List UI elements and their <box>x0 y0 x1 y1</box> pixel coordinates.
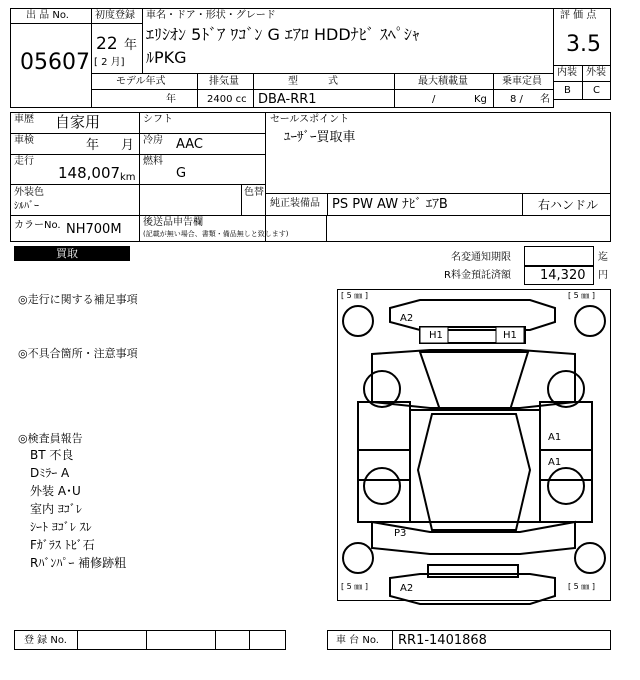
tire-fr-depth: [ 5 ㎜ ] <box>568 291 595 300</box>
model-label: 車名・ドア・形状・グレード <box>146 10 276 21</box>
tire-rl-icon <box>343 543 373 573</box>
type-label: 型 式 <box>288 76 338 87</box>
color-label: 外装色 <box>14 187 44 198</box>
max-load: / <box>432 94 436 105</box>
inspector-line: Rﾊﾞﾝﾊﾟｰ 補修跡粗 <box>30 556 127 570</box>
mileage-unit: km <box>120 172 136 183</box>
mileage-value: 148,007 <box>58 164 121 182</box>
inspector-line: BT 不良 <box>30 448 74 462</box>
tire-fl-icon <box>343 306 373 336</box>
inspector-line: 室内 ﾖｺﾞﾚ <box>30 502 82 516</box>
interior-label: 内装 <box>557 67 577 78</box>
displacement: 2400 cc <box>207 94 247 105</box>
max-load-label: 最大積載量 <box>418 76 468 87</box>
rear-bumper-shape <box>390 574 555 604</box>
roof <box>418 414 530 530</box>
aftermarket-note: (記載が無い場合、書類・備品無しと致します) <box>143 230 289 238</box>
front-bumper-shape <box>390 300 555 330</box>
reg-month: [ 2 月] <box>94 57 125 68</box>
max-load-unit: Kg <box>474 94 487 105</box>
fuel-label: 燃料 <box>143 156 163 167</box>
rear-wheel-arch-r-icon <box>548 468 584 504</box>
lot-label: 出 品 No. <box>26 10 69 21</box>
mark-rear-bumper: A2 <box>400 583 414 594</box>
inspector-line: Dﾐﾗｰ A <box>30 466 70 480</box>
mileage-label: 走行 <box>14 156 34 167</box>
tire-fl-depth: [ 5 ㎜ ] <box>341 291 368 300</box>
history-label: 車歴 <box>14 114 34 125</box>
handle-value: 右ハンドル <box>538 198 599 212</box>
displacement-label: 排気量 <box>209 76 239 87</box>
ac-value: AAC <box>176 137 203 152</box>
buy-status-label: 買取 <box>56 247 78 260</box>
inspection-month: 月 <box>121 138 135 153</box>
color-no-value: NH700M <box>66 222 122 237</box>
inspector-line: 外装 A･U <box>30 484 81 498</box>
chassis-label: 車 台 No. <box>336 635 379 646</box>
reg-no-label: 登 録 No. <box>24 635 67 646</box>
color-value: ｼﾙﾊﾞｰ <box>14 201 39 212</box>
lot-number: 05607 <box>20 50 90 75</box>
tire-rr-depth: [ 5 ㎜ ] <box>568 582 595 591</box>
aftermarket-label: 後送品申告欄 <box>143 217 203 228</box>
car-name-line2: ﾙPKG <box>146 48 187 67</box>
inspection-year: 年 <box>86 138 100 153</box>
tire-rr-icon <box>575 543 605 573</box>
driving-notes-label: ◎走行に関する補足事項 <box>18 293 138 306</box>
history-value: 自家用 <box>55 113 101 131</box>
windshield <box>420 352 528 410</box>
mark-headlight-l: H1 <box>429 330 443 341</box>
reg-year-unit: 年 <box>124 38 138 53</box>
score-value: 3.5 <box>566 32 601 57</box>
rear-wheel-arch-l-icon <box>364 468 400 504</box>
capacity: 8 / <box>510 94 523 105</box>
capacity-unit: 名 <box>540 94 550 105</box>
shift-label: シフト <box>143 114 173 125</box>
model-year-label: モデル年式 <box>116 76 166 87</box>
recycle-label: R料金預託済額 <box>444 270 511 281</box>
meter-change-label: 名変通知期限 <box>451 252 511 263</box>
inspector-label: ◎検査員報告 <box>18 432 83 445</box>
ac-label: 冷房 <box>143 135 163 146</box>
interior-grade: B <box>564 85 571 96</box>
mark-right-door-front: A1 <box>548 432 562 443</box>
recolor-label: 色替 <box>244 187 264 198</box>
sales-point-label: セールスポイント <box>270 114 350 125</box>
mark-right-door-rear: A1 <box>548 457 562 468</box>
capacity-label: 乗車定員 <box>502 76 542 87</box>
model-year-unit: 年 <box>166 94 176 105</box>
defects-label: ◎不具合箇所・注意事項 <box>18 347 138 360</box>
body-front <box>372 350 575 408</box>
meter-change-unit: 迄 <box>598 252 608 263</box>
chassis-no: RR1-1401868 <box>398 633 487 648</box>
exterior-label: 外装 <box>586 67 606 78</box>
inspection-label: 車検 <box>14 135 34 146</box>
equipment-label: 純正装備品 <box>270 198 320 209</box>
recycle-amount: 14,320 <box>540 268 586 283</box>
fuel-value: G <box>176 166 187 181</box>
reg-year: 22 <box>96 34 118 54</box>
score-label: 評 価 点 <box>560 10 597 21</box>
color-no-label: カラーNo. <box>14 220 61 231</box>
mark-front-bumper: A2 <box>400 313 414 324</box>
mark-left-rear: P3 <box>394 528 407 539</box>
rear-plate <box>428 565 518 577</box>
first-reg-label: 初度登録 <box>95 10 135 21</box>
tire-fr-icon <box>575 306 605 336</box>
car-name-line1: ｴﾘｼｵﾝ 5ﾄﾞｱ ﾜｺﾞﾝ G ｴｱﾛ HDDﾅﾋﾞ ｽﾍﾟｼｬ <box>146 25 420 44</box>
equipment-value: PS PW AW ﾅﾋﾞ ｴｱB <box>332 197 448 212</box>
sales-point-value: ﾕｰｻﾞｰ買取車 <box>284 130 356 145</box>
recycle-unit: 円 <box>598 270 608 281</box>
inspector-line: Fｶﾞﾗｽ ﾄﾋﾞ石 <box>30 538 95 552</box>
type-value: DBA-RR1 <box>258 92 317 107</box>
inspector-line: ｼｰﾄ ﾖｺﾞﾚ ｽﾚ <box>30 520 92 534</box>
tire-rl-depth: [ 5 ㎜ ] <box>341 582 368 591</box>
exterior-grade: C <box>593 85 600 96</box>
mark-headlight-r: H1 <box>503 330 517 341</box>
